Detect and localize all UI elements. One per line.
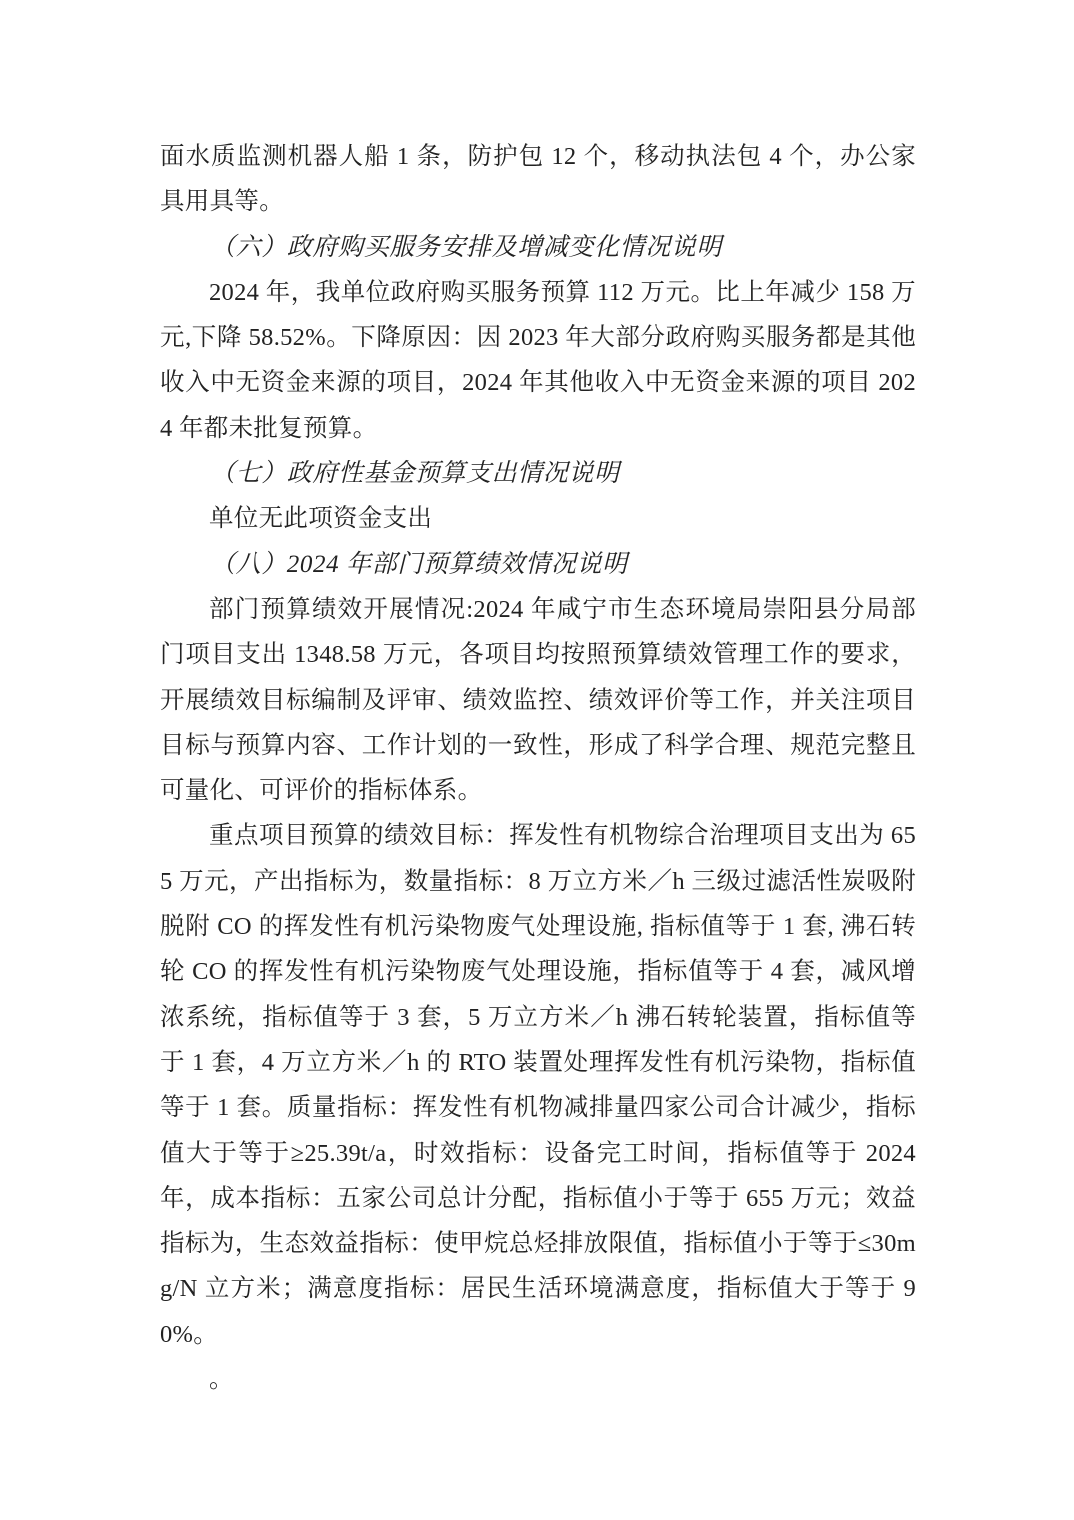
paragraph: 部门预算绩效开展情况:2024 年咸宁市生态环境局崇阳县分局部门项目支出 1348.58 万元，各项目均按照预算绩效管理工作的要求，开展绩效目标编制及评审、绩效监控、绩效评价等工作，并关注项目目标与预算内容、工作计划的一致性，形成了科学合理、规范完整且可量化、可评价的指标体系。 [160, 595, 916, 805]
paragraph: 单位无此项资金支出 [209, 505, 433, 533]
paragraph: 面水质监测机器人船 1 条，防护包 12 个，移动执法包 4 个，办公家具用具等。 [160, 143, 916, 216]
paragraph: 。 [209, 1366, 234, 1394]
paragraph: 重点项目预算的绩效目标：挥发性有机物综合治理项目支出为 655 万元，产出指标为，数量指标：8 万立方米／h 三级过滤活性炭吸附脱附 CO 的挥发性有机污染物废气处理设施, 指标值等于 1 套, 沸石转轮 CO 的挥发性有机污染物废气处理设施，指标值等于 4 套，减风增浓系统，指标值等于 3 套，5 万立方米／h 沸石转轮装置，指标值等于 1 套，4 万立方米／h 的 RTO 装置处理挥发性有机污染物，指标值等于 1 套。质量指标：挥发性有机物减排量四家公司合计减少，指标值大于等于≥25.39t/a，时效指标：设备完工时间，指标值等于 2024 年，成本指标：五家公司总计分配，指标值小于等于 655 万元；效益指标为，生态效益指标：使甲烷总烃排放限值，指标值小于等于≤30mg/N 立方米；满意度指标：居民生活环境满意度，指标值大于等于 90%。 [160, 822, 916, 1348]
section-heading: （六）政府购买服务安排及增减变化情况说明 [210, 233, 723, 261]
document-body [160, 134, 916, 1402]
section-heading: （八）2024 年部门预算绩效情况说明 [210, 550, 628, 578]
paragraph: 2024 年，我单位政府购买服务预算 112 万元。比上年减少 158 万元,下降 58.52%。下降原因：因 2023 年大部分政府购买服务都是其他收入中无资金来源的项目，2024 年其他收入中无资金来源的项目 2024 年都未批复预算。 [160, 278, 916, 442]
section-heading: （七）政府性基金预算支出情况说明 [210, 460, 620, 488]
